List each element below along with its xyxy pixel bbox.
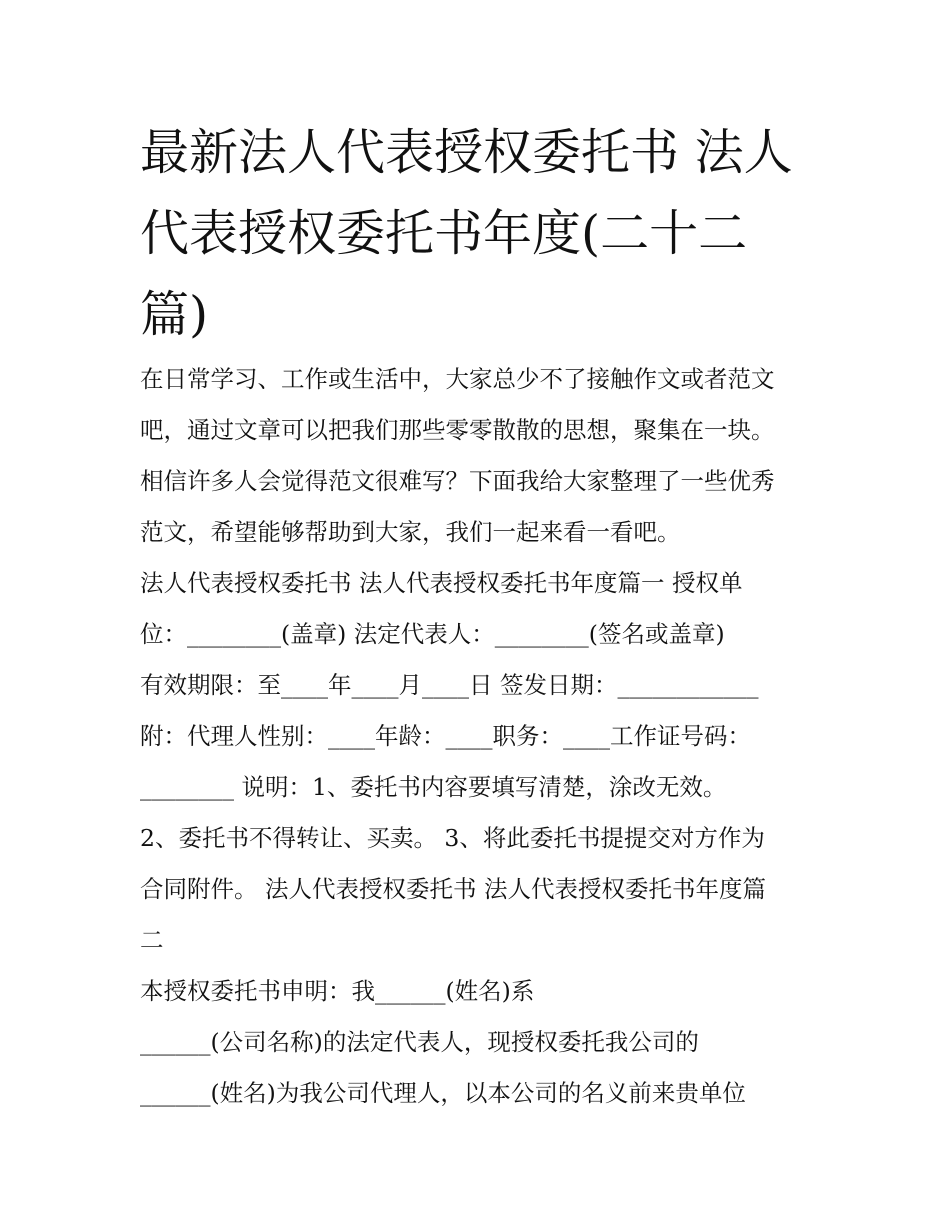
body-line: 合同附件。 法人代表授权委托书 法人代表授权委托书年度篇 xyxy=(140,875,766,903)
body-line: 吧，通过文章可以把我们那些零零散散的思想，聚集在一块。 xyxy=(140,416,775,444)
body-line: 在日常学习、工作或生活中，大家总少不了接触作文或者范文 xyxy=(140,365,775,393)
body-line: 2、委托书不得转让、买卖。 3、将此委托书提提交对方作为 xyxy=(140,824,765,852)
body-line: ______(姓名)为我公司代理人，以本公司的名义前来贵单位 xyxy=(140,1079,746,1107)
body-line: 本授权委托书申明：我______(姓名)系 xyxy=(140,977,535,1005)
body-line: 二 xyxy=(140,926,164,954)
body-line: 位：________(盖章) 法定代表人：________(签名或盖章) xyxy=(140,620,725,648)
document-body xyxy=(140,354,830,1119)
body-line: ________ 说明：1、委托书内容要填写清楚，涂改无效。 xyxy=(140,773,727,801)
body-line: 附：代理人性别：____年龄：____职务：____工作证号码： xyxy=(140,722,751,750)
body-line: 相信许多人会觉得范文很难写？下面我给大家整理了一些优秀 xyxy=(140,467,775,495)
title-line-2: 代表授权委托书年度(二十二 xyxy=(140,205,748,262)
body-line: ______(公司名称)的法定代表人，现授权委托我公司的 xyxy=(140,1028,699,1056)
body-line: 范文，希望能够帮助到大家，我们一起来看一看吧。 xyxy=(140,518,681,546)
title-line-1: 最新法人代表授权委托书 法人 xyxy=(140,124,793,181)
document-title xyxy=(140,112,820,355)
body-line: 有效期限：至____年____月____日 签发日期：____________ xyxy=(140,671,759,699)
body-line: 法人代表授权委托书 法人代表授权委托书年度篇一 授权单 xyxy=(140,569,743,597)
title-line-3: 篇) xyxy=(140,286,209,343)
